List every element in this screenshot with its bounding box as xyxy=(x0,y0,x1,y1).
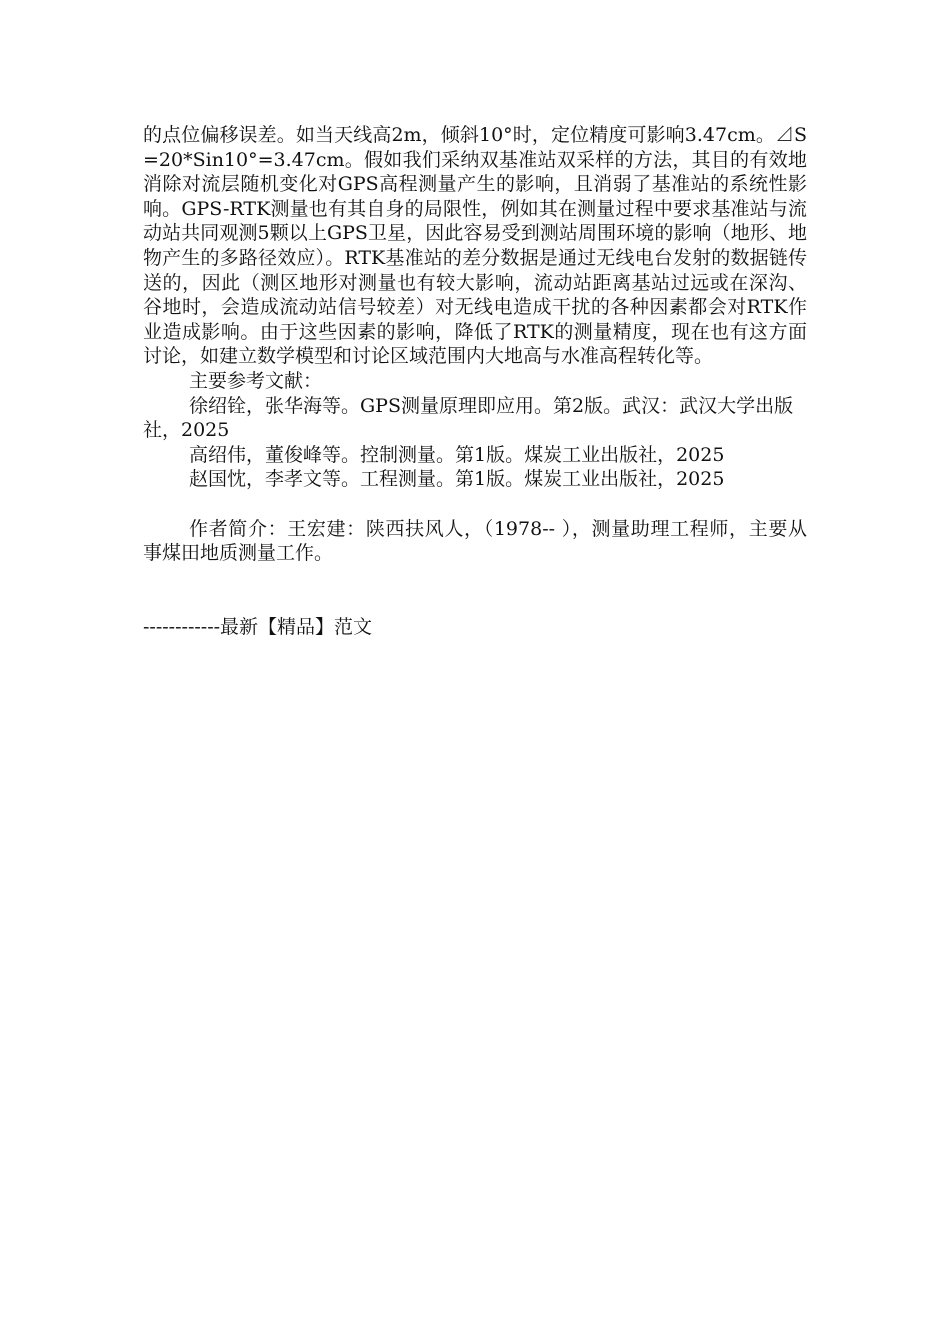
document-page xyxy=(143,123,807,639)
reference-item: 徐绍铨，张华海等。GPS测量原理即应用。第2版。武汉：武汉大学出版社，2025 xyxy=(143,394,794,442)
reference-item: 赵国忱，李孝文等。工程测量。第1版。煤炭工业出版社，2025 xyxy=(189,468,725,491)
spacer xyxy=(143,492,807,517)
footer-text: ------------最新【精品】范文 xyxy=(143,615,373,638)
references-title: 主要参考文献： xyxy=(189,369,323,392)
body-paragraph: 的点位偏移误差。如当天线高2m，倾斜10°时，定位精度可影响3.47cm。⊿S=20*Sin10°=3.47cm。假如我们采纳双基准站双采样的方法，其目的有效地消除对流层随机变化对GPS高程测量产生的影响，且消弱了基准站的系统性影响。GPS-RTK测量也有其自身的局限性，例如其在测量过程中要求基准站与流动站共同观测5颗以上GPS卫星，因此容易受到测站周围环境的影响（地形、地物产生的多路径效应）。RTK基准站的差分数据是通过无线电台发射的数据链传送的，因此（测区地形对测量也有较大影响，流动站距离基站过远或在深沟、谷地时，会造成流动站信号较差）对无线电造成干扰的各种因素都会对RTK作业造成影响。由于这些因素的影响，降低了RTK的测量精度，现在也有这方面讨论，如建立数学模型和讨论区域范围内大地高与水准高程转化等。 xyxy=(143,124,807,368)
reference-item: 高绍伟，董俊峰等。控制测量。第1版。煤炭工业出版社，2025 xyxy=(189,443,725,466)
author-bio: 作者简介：王宏建：陕西扶风人，（1978-- ），测量助理工程师，主要从事煤田地质测量工作。 xyxy=(143,517,807,565)
